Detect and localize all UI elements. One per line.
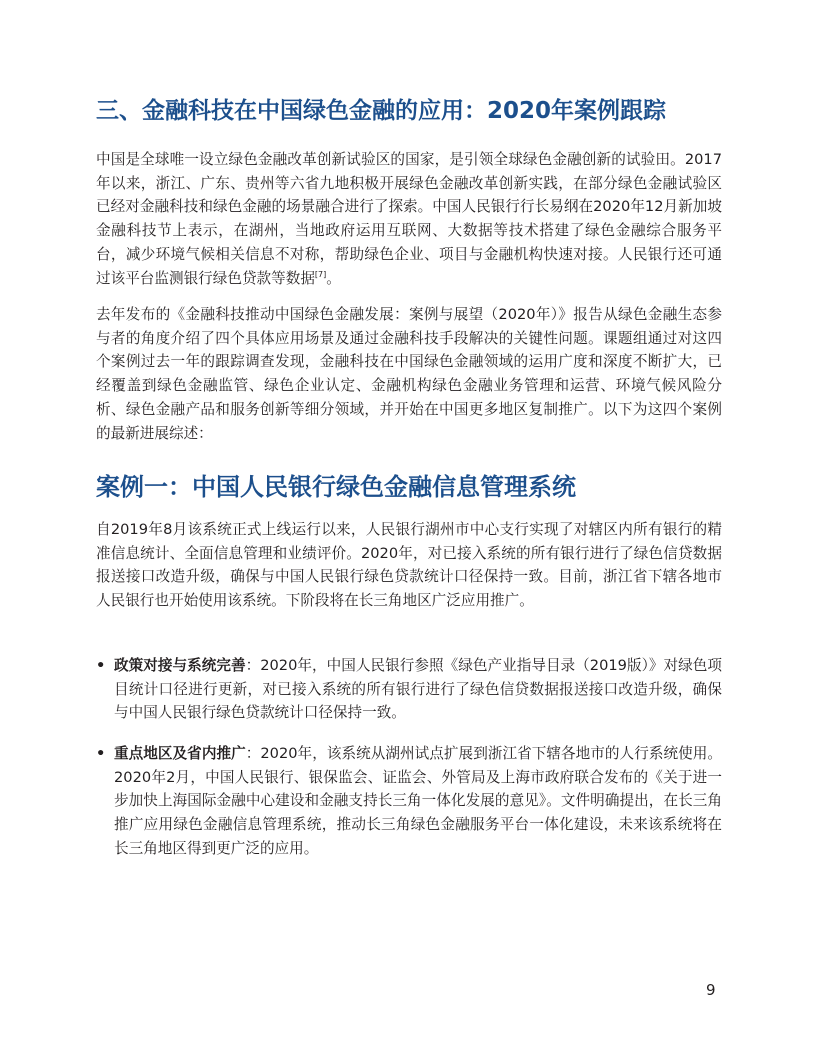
bullet-text [114, 742, 722, 861]
section-heading: 三、金融科技在中国绿色金融的应用：2020年案例跟踪 [96, 98, 667, 124]
page-number: 9 [706, 981, 716, 999]
bullet-lead: 重点地区及省内推广 [114, 745, 246, 762]
report-paragraph: 去年发布的《金融科技推动中国绿色金融发展：案例与展望（2020年）》报告从绿色金融生态参与者的角度介绍了四个具体应用场景及通过金融科技手段解决的关键性问题。课题组通过对这四个案例过去一年的跟踪调查发现，金融科技在中国绿色金融领域的运用广度和深度不断扩大，已经覆盖到绿色金融监管、绿色企业认定、金融机构绿色金融业务管理和运营、环境气候风险分析、绿色金融产品和服务创新等细分领域，并开始在中国更多地区复制推广。以下为这四个案例的最新进展综述： [96, 306, 722, 442]
case-heading: 案例一：中国人民银行绿色金融信息管理系统 [96, 473, 576, 501]
intro-paragraph [96, 148, 722, 290]
bullet-marker: • [96, 657, 106, 674]
intro-paragraph-text: 中国是全球唯一设立绿色金融改革创新试验区的国家，是引领全球绿色金融创新的试验田。2017年以来，浙江、广东、贵州等六省九地积极开展绿色金融改革创新实践，在部分绿色金融试验区已经对金融科技和绿色金融的场景融合进行了探索。中国人民银行行长易纲在2020年12月新加坡金融科技节上表示，在湖州，当地政府运用互联网、大数据等技术搭建了绿色金融综合服务平台，减少环境气候相关信息不对称，帮助绿色企业、项目与金融机构快速对接。人民银行还可通过该平台监测银行绿色贷款等数据 [96, 151, 722, 287]
bullet-item-policy [96, 654, 722, 725]
bullet-body: ：2020年，中国人民银行参照《绿色产业指导目录（2019版）》对绿色项目统计口径进行更新，对已接入系统的所有银行进行了绿色信贷数据报送接口改造升级，确保与中国人民银行绿色贷款统计口径保持一致。 [114, 657, 722, 722]
bullet-text [114, 654, 722, 725]
intro-paragraph-end: 。 [326, 269, 341, 287]
bullet-lead: 政策对接与系统完善 [114, 657, 246, 674]
footnote-reference[interactable]: [7] [314, 269, 327, 279]
bullet-body: ：2020年，该系统从湖州试点扩展到浙江省下辖各地市的人行系统使用。2020年2月，中国人民银行、银保监会、证监会、外管局及上海市政府联合发布的《关于进一步加快上海国际金融中心建设和金融支持长三角一体化发展的意见》。文件明确提出，在长三角推广应用绿色金融信息管理系统，推动长三角绿色金融服务平台一体化建设，未来该系统将在长三角地区得到更广泛的应用。 [114, 745, 722, 857]
case-paragraph: 自2019年8月该系统正式上线运行以来，人民银行湖州市中心支行实现了对辖区内所有银行的精准信息统计、全面信息管理和业绩评价。2020年，对已接入系统的所有银行进行了绿色信贷数据报送接口改造升级，确保与中国人民银行绿色贷款统计口径保持一致。目前，浙江省下辖各地市人民银行也开始使用该系统。下阶段将在长三角地区广泛应用推广。 [96, 521, 722, 610]
bullet-marker: • [96, 745, 106, 762]
bullet-item-regional [96, 742, 722, 861]
